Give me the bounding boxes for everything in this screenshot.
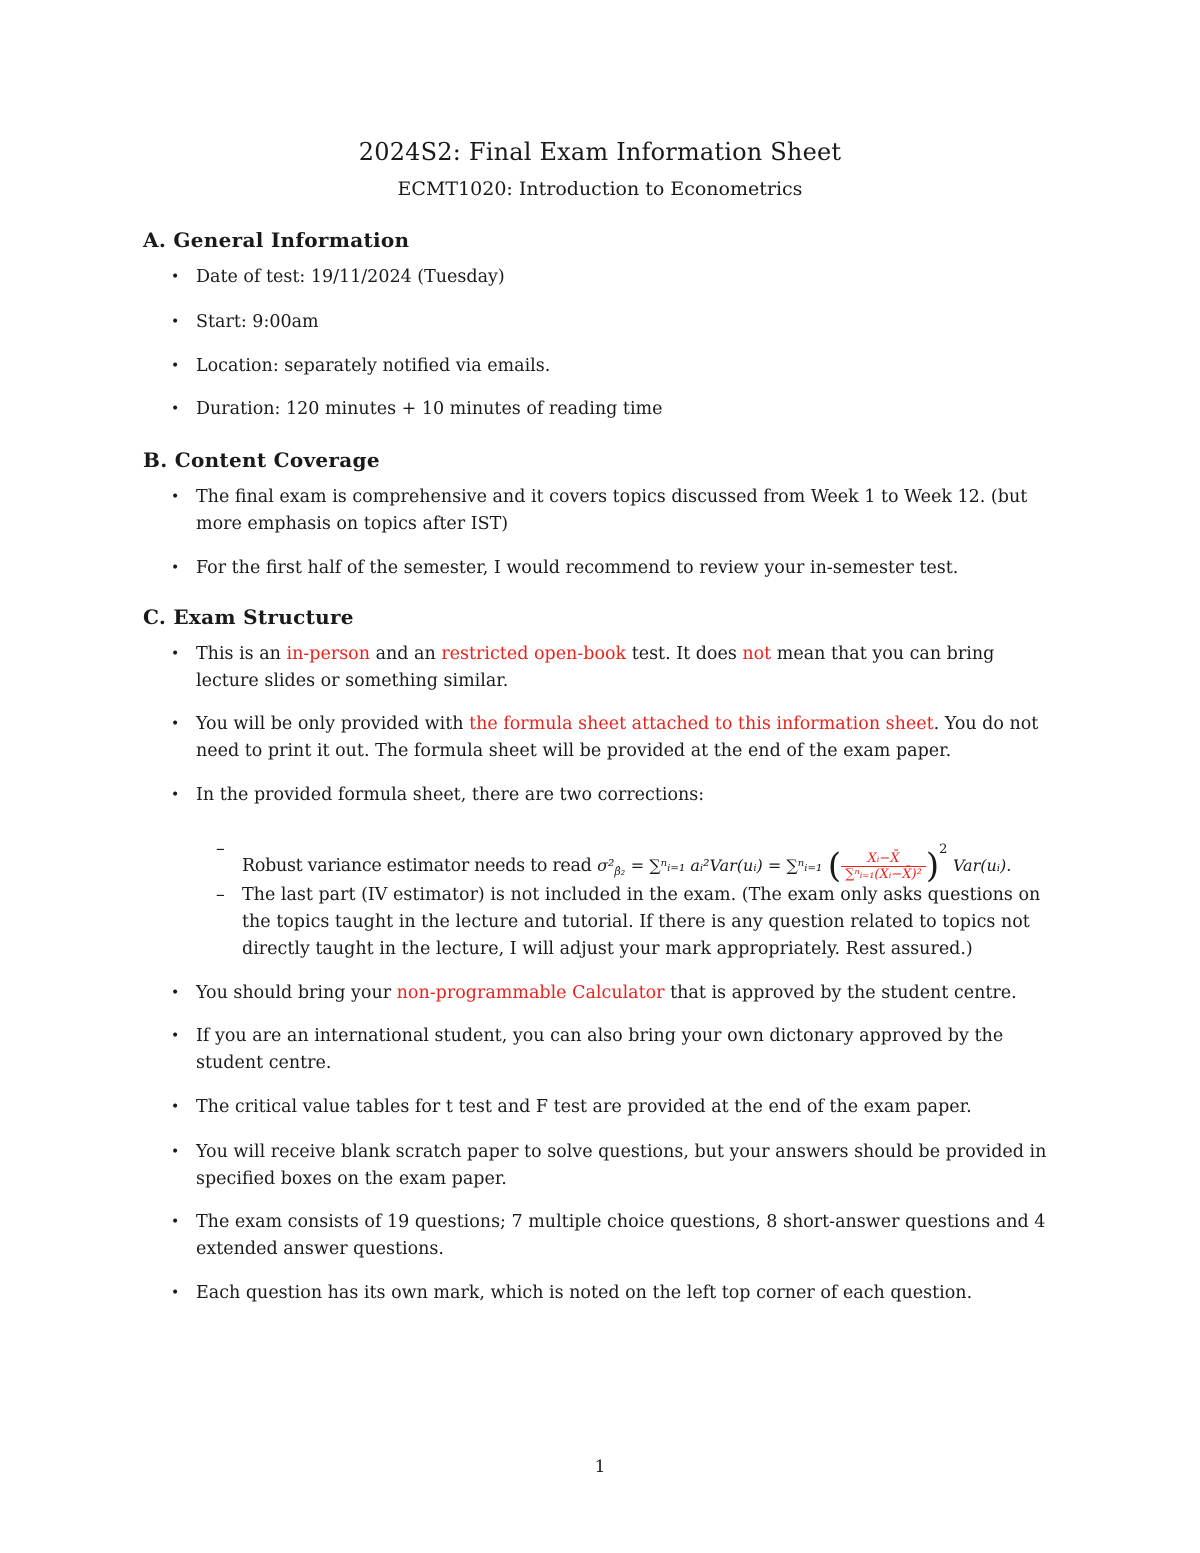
bullet-icon: •	[171, 646, 180, 662]
fraction-denominator: ∑ⁿᵢ₌₁(Xᵢ−X̄)²	[845, 867, 922, 882]
bullet-icon: •	[171, 716, 180, 732]
bullet-icon: •	[171, 314, 180, 330]
list-item	[171, 484, 1061, 538]
list-item	[171, 309, 1061, 336]
text-run: . You do not need to print it out. The formula sheet will be provided at the end of the exam paper.	[196, 714, 1039, 761]
list-item-text	[196, 980, 1061, 1007]
emphasis-text: in-person	[286, 644, 370, 664]
bullet-icon: •	[171, 1099, 180, 1115]
list-item-text: If you are an international student, you can also bring your own dictonary approved by the student centre.	[196, 1026, 1004, 1073]
list-item-text: The exam consists of 19 questions; 7 multiple choice questions, 8 short-answer questions and 4 extended answer questions.	[196, 1212, 1046, 1259]
list-item	[171, 711, 1061, 765]
sub-list-item	[216, 882, 1066, 963]
list-item	[171, 555, 1061, 582]
list-item-text: In the provided formula sheet, there are two corrections:	[196, 785, 705, 805]
beta-subscript: β̂₂	[614, 865, 626, 879]
list-item-text: You will receive blank scratch paper to solve questions, but your answers should be provided in specified boxes on the exam paper.	[196, 1142, 1047, 1189]
fraction-numerator: Xᵢ−X̄	[841, 851, 926, 867]
list-item-text: Each question has its own mark, which is noted on the left top corner of each question.	[196, 1283, 973, 1303]
emphasis-text: not	[742, 644, 772, 664]
list-item-text	[196, 711, 1061, 765]
bullet-icon: •	[171, 1285, 180, 1301]
text-run: Robust variance estimator needs to read	[242, 856, 592, 876]
list-item	[171, 641, 1061, 695]
formula-sum: = ∑ⁿᵢ₌₁ aᵢ²Var(uᵢ) = ∑ⁿᵢ₌₁	[630, 856, 823, 875]
section-heading-a: A. General Information	[143, 228, 410, 252]
text-run: You will be only provided with	[196, 714, 470, 734]
list-item-text: Location: separately notified via emails.	[196, 356, 551, 376]
emphasis-text: non-programmable Calculator	[396, 983, 665, 1003]
text-run: test. It does	[626, 644, 743, 664]
list-item	[171, 1139, 1061, 1193]
sub-list-item-text	[242, 836, 1146, 885]
list-item-text: For the first half of the semester, I would recommend to review your in-semester test.	[196, 558, 959, 578]
bullet-icon: •	[171, 1144, 180, 1160]
left-paren-icon: (	[827, 846, 842, 886]
formula-lhs	[597, 856, 626, 879]
page-subtitle: ECMT1020: Introduction to Econometrics	[397, 178, 803, 200]
list-item-text: The final exam is comprehensive and it covers topics discussed from Week 1 to Week 12. (but more emphasis on topics after IST)	[196, 487, 1028, 534]
bullet-icon: •	[171, 560, 180, 576]
list-item	[171, 1023, 1061, 1077]
formula-tail: Var(uᵢ).	[952, 856, 1012, 875]
dash-icon: –	[216, 839, 225, 859]
page-title: 2024S2: Final Exam Information Sheet	[358, 138, 842, 166]
formula-exponent: 2	[939, 842, 948, 857]
text-run: mean that you can bring lecture slides or something similar.	[196, 644, 995, 691]
emphasis-text: the formula sheet attached to this information sheet	[469, 714, 934, 734]
text-run: You should bring your	[196, 983, 397, 1003]
sub-list-item-text: The last part (IV estimator) is not included in the exam. (The exam only asks questions on the topics taught in the lecture and tutorial. If there is any question related to topics not directly taught in the lecture, I will adjust your mark appropriately. Rest assured.)	[242, 885, 1041, 959]
list-item-text: Duration: 120 minutes + 10 minutes of reading time	[196, 399, 663, 419]
list-item	[171, 1094, 1061, 1121]
page-number: 1	[594, 1457, 606, 1477]
list-item-text	[196, 641, 1061, 695]
list-item	[171, 353, 1061, 380]
list-item	[171, 782, 1061, 809]
list-item-text: The critical value tables for t test and F test are provided at the end of the exam paper.	[196, 1097, 972, 1117]
section-heading-c: C. Exam Structure	[143, 605, 354, 629]
bullet-icon: •	[171, 985, 180, 1001]
bullet-icon: •	[171, 358, 180, 374]
list-item-text: Date of test: 19/11/2024 (Tuesday)	[196, 267, 505, 287]
bullet-icon: •	[171, 1028, 180, 1044]
bullet-icon: •	[171, 401, 180, 417]
list-item	[171, 264, 1061, 291]
dash-icon: –	[216, 885, 225, 905]
section-heading-b: B. Content Coverage	[143, 448, 380, 472]
list-item	[171, 1280, 1061, 1307]
text-run: and an	[370, 644, 442, 664]
bullet-icon: •	[171, 269, 180, 285]
right-paren-icon: )	[925, 846, 940, 886]
sub-list-item	[216, 836, 1146, 885]
bullet-icon: •	[171, 489, 180, 505]
text-run: This is an	[196, 644, 287, 664]
formula-fraction	[841, 851, 926, 882]
text-run: that is approved by the student centre.	[664, 983, 1017, 1003]
list-item	[171, 396, 1061, 423]
emphasis-text: restricted open-book	[441, 644, 627, 664]
list-item	[171, 1209, 1061, 1263]
list-item-text: Start: 9:00am	[196, 312, 319, 332]
bullet-icon: •	[171, 1214, 180, 1230]
list-item	[171, 980, 1061, 1007]
sigma-symbol: σ²	[597, 856, 615, 875]
bullet-icon: •	[171, 787, 180, 803]
